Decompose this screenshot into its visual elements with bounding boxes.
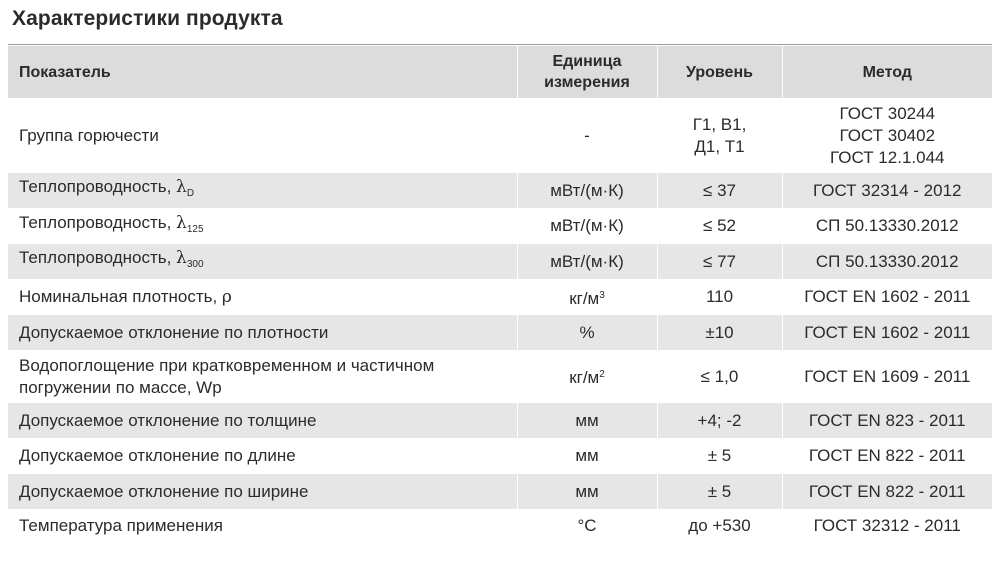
parameter-cell: Допускаемое отклонение по ширине xyxy=(8,474,517,509)
parameter-cell: Температура применения xyxy=(8,509,517,542)
lambda-symbol: λ xyxy=(176,177,187,197)
table-header-row xyxy=(8,46,992,98)
table-row xyxy=(8,438,992,474)
parameter-cell xyxy=(8,208,517,244)
parameter-line: Водопоглощение при кратковременном и частичном xyxy=(19,355,435,375)
lambda-symbol: λ xyxy=(176,248,187,268)
table-row xyxy=(8,208,992,244)
method-cell: ГОСТ 32314 - 2012 xyxy=(782,173,992,208)
table-row xyxy=(8,98,992,173)
header-unit-line-1: Единица xyxy=(552,53,622,70)
unit-cell: мВт/(м·К) xyxy=(517,244,657,279)
method-cell: ГОСТ EN 1602 - 2011 xyxy=(782,315,992,350)
unit-cell xyxy=(517,350,657,403)
level-cell: ≤ 52 xyxy=(657,208,782,244)
parameter-cell: Допускаемое отклонение по толщине xyxy=(8,403,517,438)
lambda-subscript: 300 xyxy=(186,259,204,270)
method-line: ГОСТ 30244 xyxy=(839,103,936,123)
unit-cell xyxy=(517,279,657,315)
unit-cell: °С xyxy=(517,509,657,542)
unit-superscript: 2 xyxy=(599,369,605,380)
level-cell: ± 5 xyxy=(657,474,782,509)
unit-cell: мм xyxy=(517,403,657,438)
parameter-text: Номинальная плотность, xyxy=(19,287,222,306)
level-cell: ± 5 xyxy=(657,438,782,474)
unit-base: кг/м xyxy=(569,288,600,308)
level-cell: до +530 xyxy=(657,509,782,542)
level-cell: 110 xyxy=(657,279,782,315)
unit-cell: % xyxy=(517,315,657,350)
level-cell: ±10 xyxy=(657,315,782,350)
unit-base: кг/м xyxy=(569,368,600,387)
level-cell xyxy=(657,98,782,173)
table-row xyxy=(8,173,992,208)
method-cell: ГОСТ EN 1609 - 2011 xyxy=(782,350,992,403)
method-cell: ГОСТ EN 822 - 2011 xyxy=(782,438,992,474)
rho-symbol: ρ xyxy=(221,287,232,307)
header-parameter: Показатель xyxy=(8,46,517,98)
method-line: ГОСТ 30402 xyxy=(839,125,936,145)
table-row xyxy=(8,474,992,509)
table-row xyxy=(8,350,992,403)
unit-cell: мВт/(м·К) xyxy=(517,208,657,244)
level-cell: ≤ 77 xyxy=(657,244,782,279)
table-row xyxy=(8,315,992,350)
header-level: Уровень xyxy=(657,46,782,98)
header-unit xyxy=(517,46,657,98)
table-row xyxy=(8,244,992,279)
parameter-cell: Допускаемое отклонение по длине xyxy=(8,438,517,474)
unit-cell: мВт/(м·К) xyxy=(517,173,657,208)
method-cell: ГОСТ EN 1602 - 2011 xyxy=(782,279,992,315)
header-method: Метод xyxy=(782,46,992,98)
method-cell: ГОСТ EN 822 - 2011 xyxy=(782,474,992,509)
method-cell xyxy=(782,98,992,173)
page-title: Характеристики продукта xyxy=(12,7,283,30)
method-cell: ГОСТ EN 823 - 2011 xyxy=(782,403,992,438)
method-cell: ГОСТ 32312 - 2011 xyxy=(782,509,992,542)
parameter-cell xyxy=(8,279,517,315)
parameter-cell: Допускаемое отклонение по плотности xyxy=(8,315,517,350)
unit-cell: - xyxy=(517,98,657,173)
table-row xyxy=(8,509,992,542)
parameter-cell: Группа горючести xyxy=(8,98,517,173)
parameter-text: Теплопроводность, xyxy=(19,177,177,196)
parameter-cell xyxy=(8,244,517,279)
parameter-line: погружении по массе, Wp xyxy=(19,377,222,397)
parameter-text: Теплопроводность, xyxy=(19,212,177,232)
method-cell: СП 50.13330.2012 xyxy=(782,208,992,244)
method-cell: СП 50.13330.2012 xyxy=(782,244,992,279)
level-cell: ≤ 1,0 xyxy=(657,350,782,403)
lambda-subscript: 125 xyxy=(186,223,204,235)
lambda-subscript: D xyxy=(186,188,195,199)
header-unit-line-2: измерения xyxy=(544,74,630,91)
unit-cell: мм xyxy=(517,438,657,474)
method-line: ГОСТ 12.1.044 xyxy=(830,147,945,167)
table-row xyxy=(8,403,992,438)
level-cell: ≤ 37 xyxy=(657,173,782,208)
title-divider xyxy=(8,44,992,45)
table-row xyxy=(8,279,992,315)
level-line: Д1, Т1 xyxy=(694,136,745,156)
parameter-text: Теплопроводность, xyxy=(19,248,177,267)
level-line: Г1, В1, xyxy=(692,114,747,134)
parameter-cell xyxy=(8,350,517,403)
unit-superscript: 3 xyxy=(599,289,605,301)
product-characteristics-table xyxy=(8,46,992,542)
parameter-cell xyxy=(8,173,517,208)
level-cell: +4; -2 xyxy=(657,403,782,438)
lambda-symbol: λ xyxy=(176,212,187,233)
unit-cell: мм xyxy=(517,474,657,509)
